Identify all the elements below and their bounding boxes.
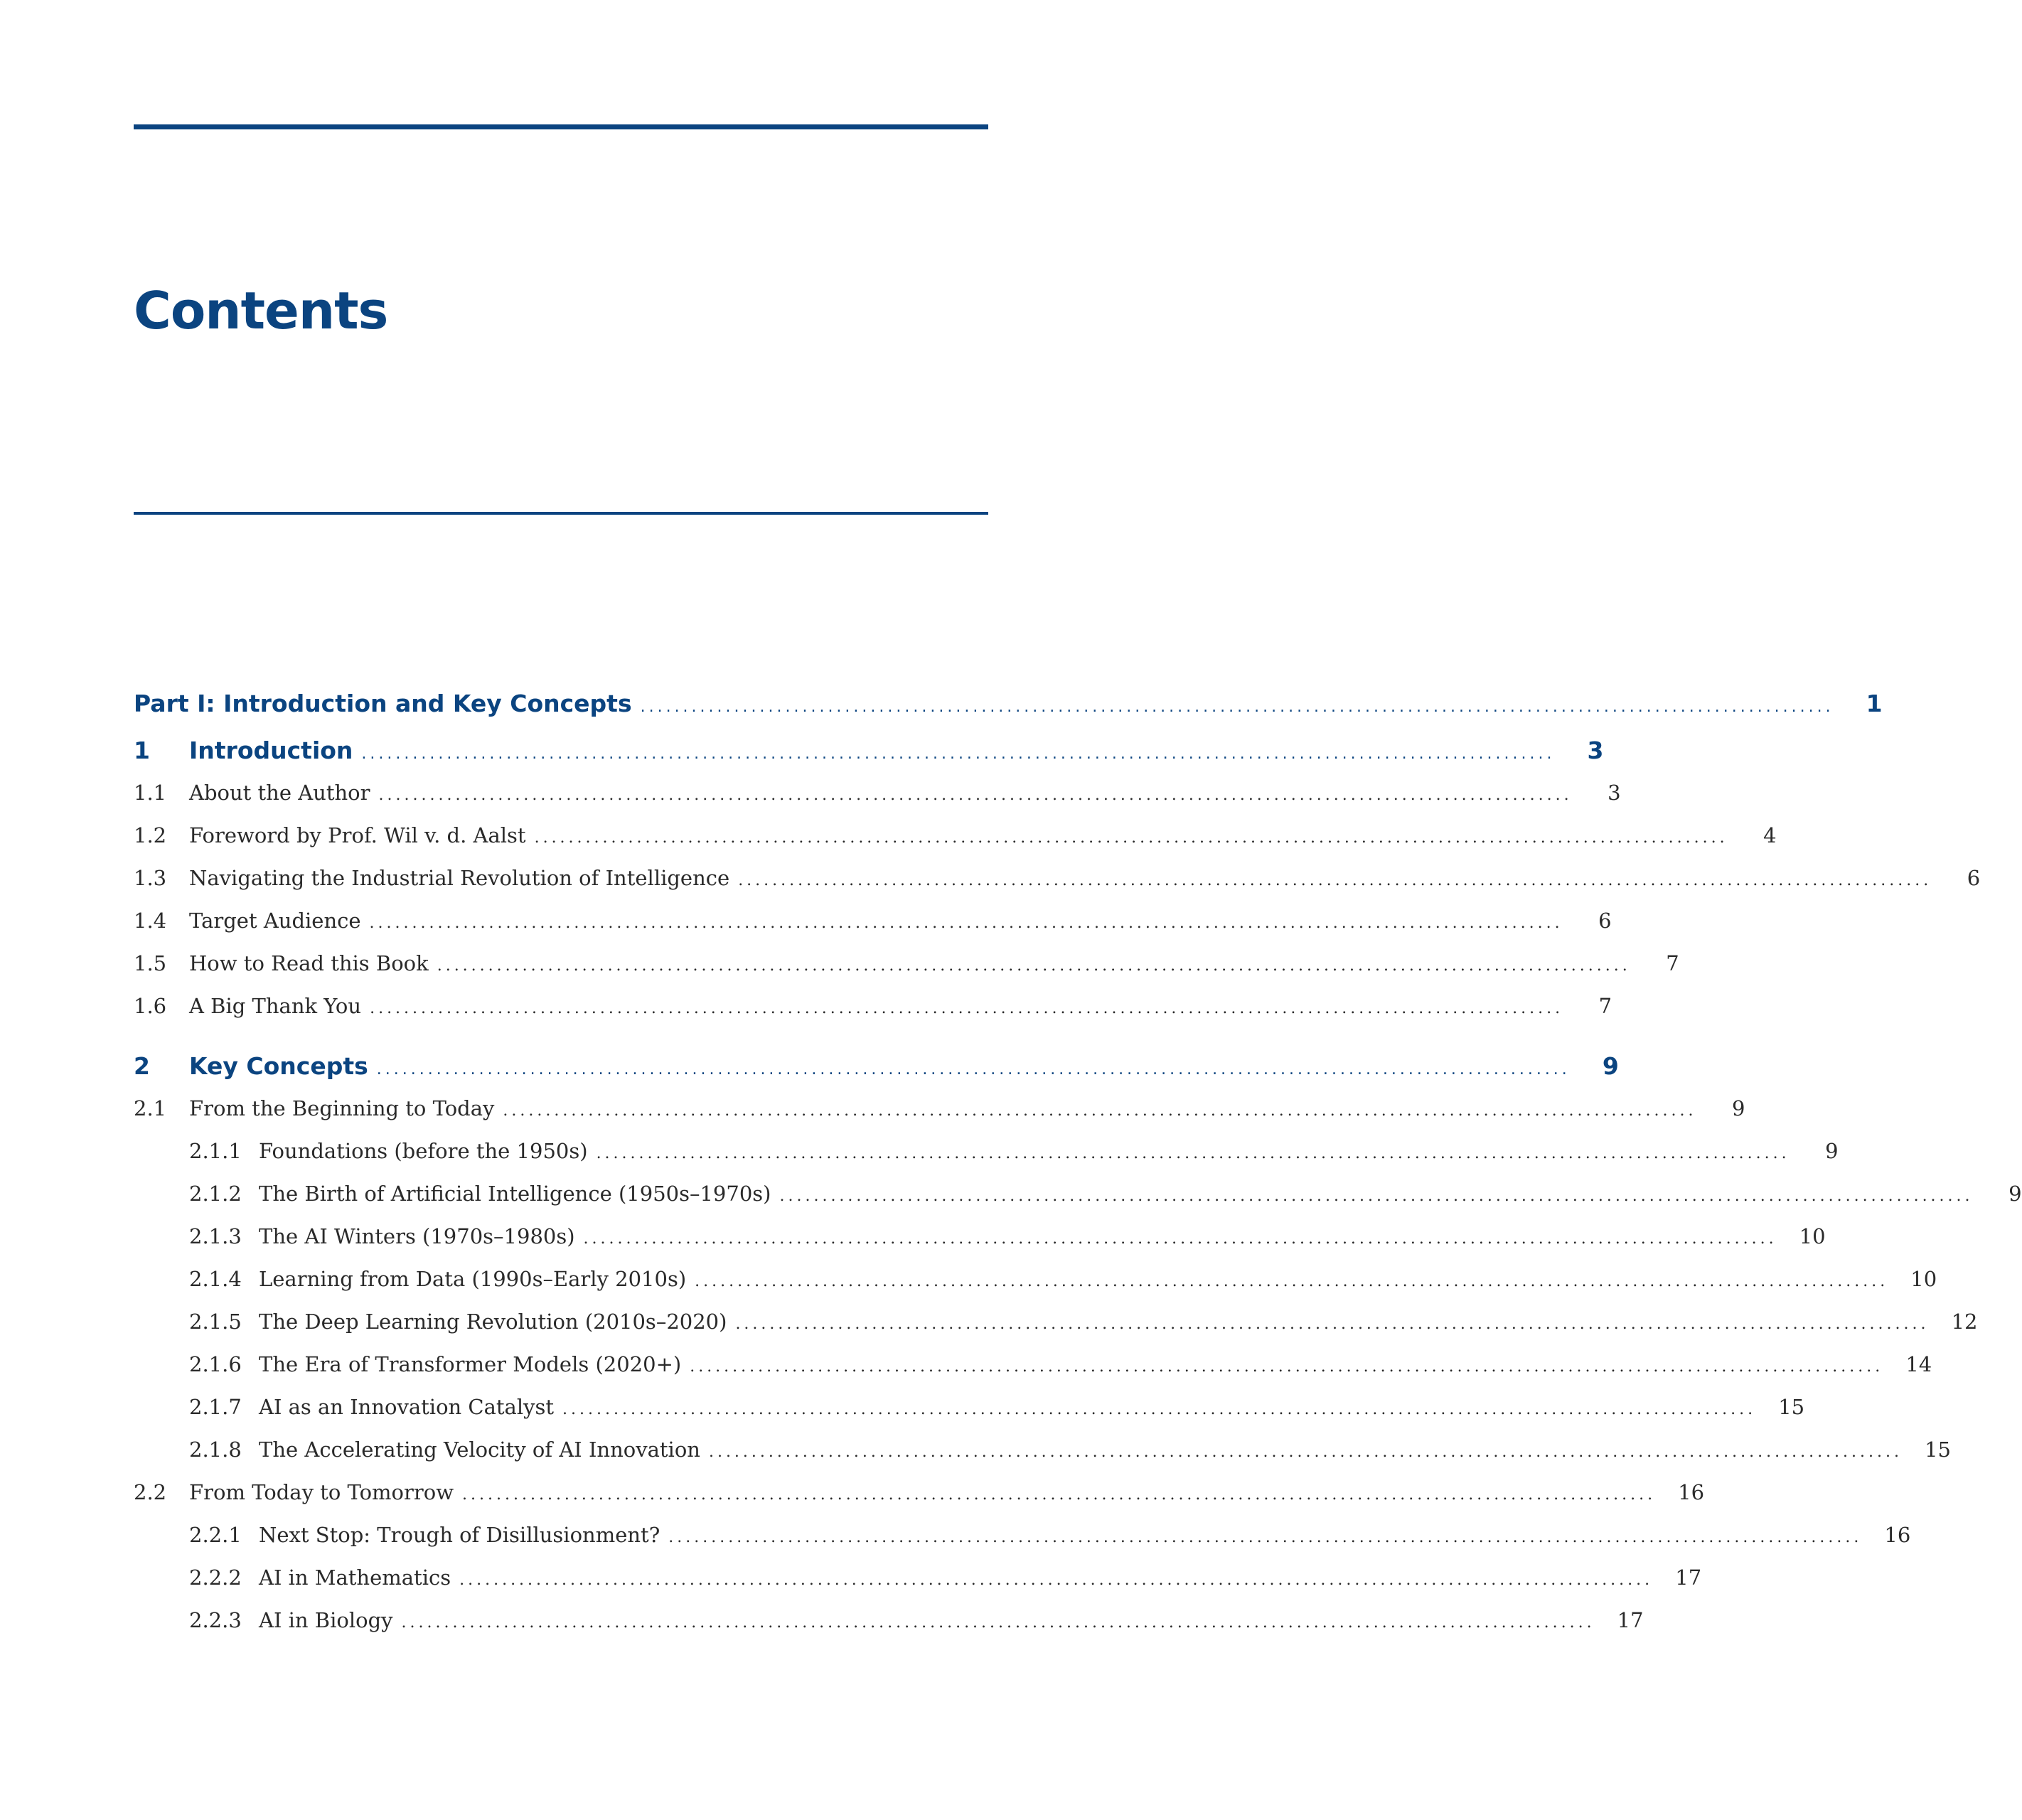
dot-leader: ............................................................................................................................................ [459,1571,1654,1589]
toc-entry-number: 2.1.6 [189,1352,242,1376]
toc-entry-label: Foreword by Prof. Wil v. d. Aalst [189,823,526,847]
toc-entry-page: 17 [1675,1565,1702,1590]
toc-entry-number: 1 [134,737,150,764]
toc-entry-label: The AI Winters (1970s–1980s) [259,1224,575,1248]
toc-entry-label: AI in Biology [259,1608,393,1632]
dot-leader: ............................................................................................................................................ [690,1358,1884,1376]
toc-entry-page: 7 [1598,994,1612,1018]
toc-entry-label: A Big Thank You [189,994,362,1018]
toc-entry-label: Learning from Data (1990s–Early 2010s) [259,1267,687,1291]
toc-entry-label: Key Concepts [189,1052,368,1080]
dot-leader: ............................................................................................................................................ [738,872,1932,889]
toc-entry-page: 6 [1967,866,1981,890]
toc-entry-page: 4 [1763,823,1777,847]
toc-entry-number: 1.1 [134,781,167,805]
toc-entry-number: 2.1.1 [189,1139,242,1163]
toc-entry-page: 9 [2008,1182,2022,1206]
toc-entry-number: 2.1.7 [189,1395,242,1419]
toc-entry-label: Introduction [189,737,353,764]
toc-entry-number: 2.2 [134,1480,167,1504]
toc-subsection-entry[interactable] [189,1523,1911,1558]
toc-entry-number: 1.3 [134,866,167,890]
toc-entry-number: 2 [134,1052,150,1080]
toc-entry-page: 9 [1602,1052,1619,1080]
page-title: Contents [134,281,388,341]
toc-subsection-entry[interactable] [189,1224,1826,1260]
toc-entry-number: 1.6 [134,994,167,1018]
toc-entry-number: 2.1.4 [189,1267,242,1291]
toc-subsection-entry[interactable] [189,1139,1839,1174]
toc-entry-page: 7 [1666,951,1679,975]
toc-entry-label: AI as an Innovation Catalyst [259,1395,555,1419]
toc-entry-page: 9 [1732,1096,1745,1120]
toc-subsection-entry[interactable] [189,1310,1978,1345]
dot-leader: ............................................................................................................................................ [437,957,1631,975]
toc-entry-page: 12 [1951,1310,1978,1334]
toc-chapter-entry[interactable] [134,1052,1619,1088]
toc-entry-number: 2.2.2 [189,1565,242,1590]
dot-leader: ............................................................................................................................................ [378,786,1573,804]
toc-entry-number: 1.5 [134,951,167,975]
toc-chapter-entry[interactable] [134,737,1604,772]
toc-entry-label: The Deep Learning Revolution (2010s–2020) [259,1310,727,1334]
toc-entry-page: 14 [1905,1352,1932,1376]
dot-leader: ............................................................................................................................................ [369,914,1563,932]
toc-section-entry[interactable] [134,909,1612,944]
toc-entry-label: About the Author [189,781,370,805]
toc-subsection-entry[interactable] [189,1608,1644,1644]
dot-leader: ............................................................................................................................................ [668,1529,1863,1546]
toc-entry-label: Next Stop: Trough of Disillusionment? [259,1523,660,1547]
dot-leader: ............................................................................................................................................ [562,1401,1757,1418]
dot-leader: ............................................................................................................................................ [695,1273,1889,1290]
dot-leader: ............................................................................................................................................ [640,698,1834,716]
dot-leader: ............................................................................................................................................ [534,829,1728,847]
toc-entry-page: 10 [1799,1224,1826,1248]
toc-section-entry[interactable] [134,866,1981,901]
toc-subsection-entry[interactable] [189,1267,1937,1302]
dot-leader: ............................................................................................................................................ [376,1061,1571,1078]
toc-entry-number: 1.4 [134,909,167,933]
toc-entry-number: 2.1 [134,1096,167,1120]
toc-entry-label: AI in Mathematics [259,1565,451,1590]
dot-leader: ............................................................................................................................................ [708,1443,1903,1461]
toc-entry-page: 16 [1678,1480,1705,1504]
dot-leader: ............................................................................................................................................ [462,1486,1657,1504]
toc-entry-page: 3 [1587,737,1604,764]
toc-section-entry[interactable] [134,781,1621,816]
dot-leader: ............................................................................................................................................ [401,1614,1595,1632]
toc-entry-page: 1 [1866,690,1883,717]
dot-leader: ............................................................................................................................................ [370,1000,1564,1017]
toc-entry-page: 15 [1925,1438,1951,1462]
toc-entry-number: 2.2.1 [189,1523,242,1547]
toc-entry-label: The Birth of Artificial Intelligence (1950s–1970s) [259,1182,771,1206]
dot-leader: ............................................................................................................................................ [596,1145,1790,1162]
toc-entry-label: From the Beginning to Today [189,1096,495,1120]
toc-entry-label: The Accelerating Velocity of AI Innovation [259,1438,700,1462]
toc-entry-label: How to Read this Book [189,951,429,975]
toc-entry-label: The Era of Transformer Models (2020+) [259,1352,682,1376]
toc-entry-label: Part I: Introduction and Key Concepts [134,690,632,717]
toc-part-entry[interactable] [134,690,1883,725]
toc-entry-page: 15 [1778,1395,1805,1419]
toc-entry-label: From Today to Tomorrow [189,1480,454,1504]
toc-entry-page: 10 [1910,1267,1937,1291]
toc-subsection-entry[interactable] [189,1438,1951,1473]
toc-section-entry[interactable] [134,951,1679,987]
toc-subsection-entry[interactable] [189,1565,1702,1601]
toc-subsection-entry[interactable] [189,1395,1805,1430]
toc-entry-page: 17 [1617,1608,1644,1632]
toc-entry-label: Target Audience [189,909,361,933]
toc-entry-page: 6 [1598,909,1612,933]
toc-entry-page: 16 [1884,1523,1911,1547]
dot-leader: ............................................................................................................................................ [583,1230,1777,1248]
toc-section-entry[interactable] [134,1096,1745,1132]
toc-entry-page: 3 [1608,781,1621,805]
toc-entry-label: Navigating the Industrial Revolution of Intelligence [189,866,730,890]
dot-leader: ............................................................................................................................................ [735,1315,1930,1333]
toc-section-entry[interactable] [134,994,1612,1029]
toc-section-entry[interactable] [134,823,1777,859]
toc-entry-label: Foundations (before the 1950s) [259,1139,588,1163]
dot-leader: ............................................................................................................................................ [779,1187,1974,1205]
toc-entry-number: 2.2.3 [189,1608,242,1632]
dot-leader: ............................................................................................................................................ [503,1102,1697,1120]
toc-entry-page: 9 [1825,1139,1839,1163]
toc-entry-number: 2.1.8 [189,1438,242,1462]
toc-entry-number: 1.2 [134,823,167,847]
toc-entry-number: 2.1.5 [189,1310,242,1334]
toc-subsection-entry[interactable] [189,1182,2022,1217]
toc-entry-number: 2.1.3 [189,1224,242,1248]
toc-section-entry[interactable] [134,1480,1705,1516]
toc-entry-number: 2.1.2 [189,1182,242,1206]
toc-subsection-entry[interactable] [189,1352,1932,1388]
dot-leader: ............................................................................................................................................ [361,745,1556,763]
